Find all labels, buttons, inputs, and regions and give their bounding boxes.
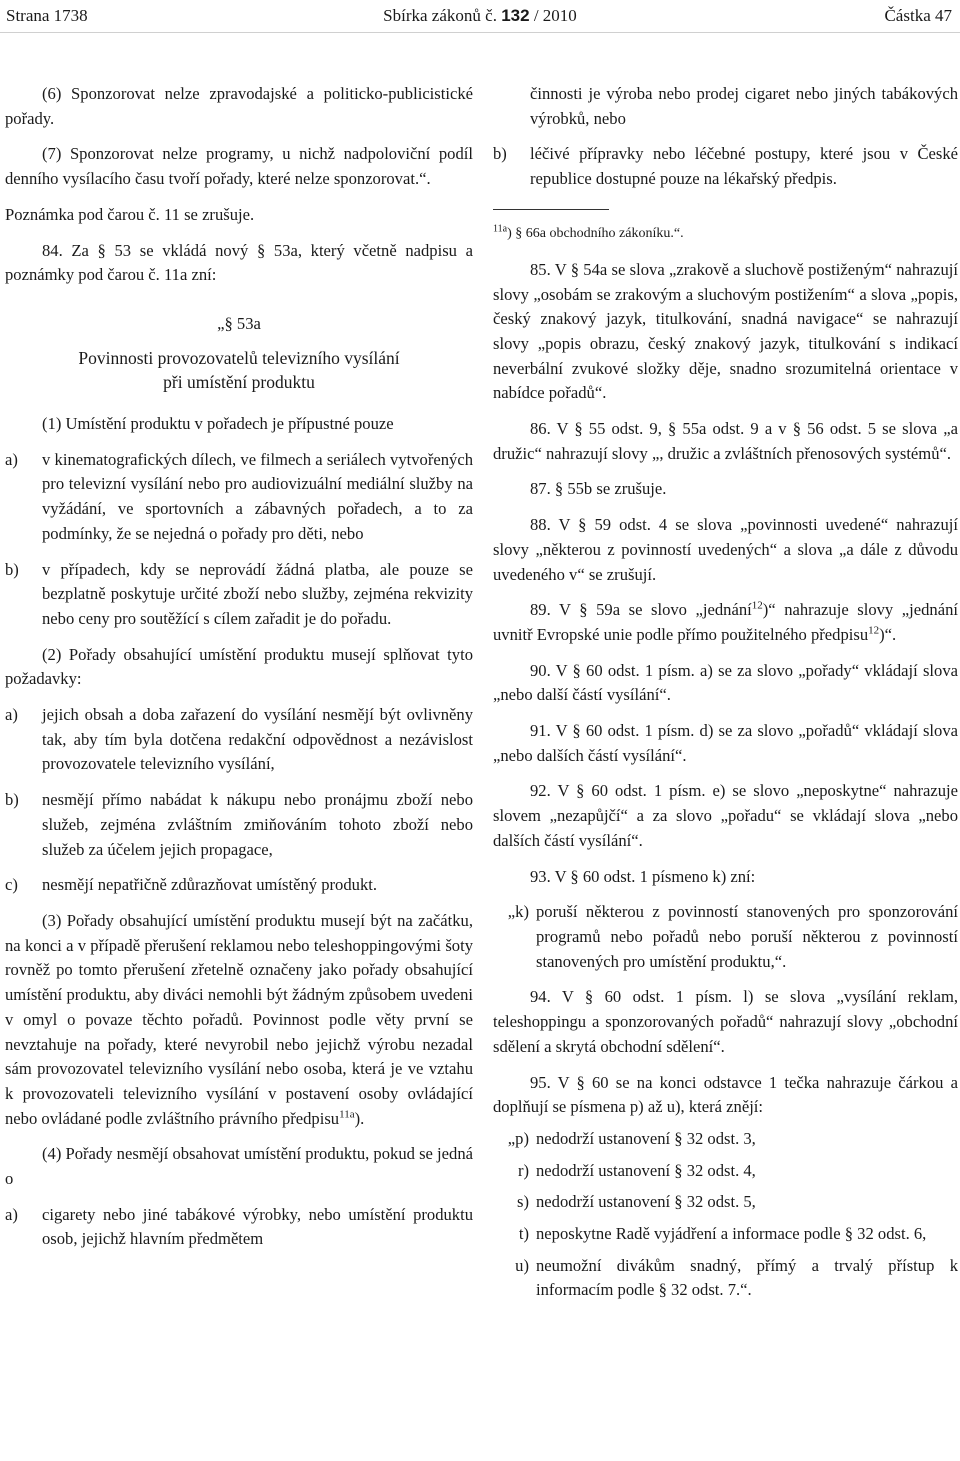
item-label: r)	[517, 1160, 529, 1180]
footnote-11a	[493, 224, 958, 244]
item-91: 91. V § 60 odst. 1 písm. d) se za slovo „pořadů“ vkládají slova „nebo dalších částí vysílání“.	[493, 721, 958, 765]
item-text: nedodrží ustanovení § 32 odst. 4,	[536, 1160, 756, 1180]
collection-title	[0, 0, 960, 32]
item-label: a)	[5, 705, 18, 725]
section-number: „§ 53a	[217, 313, 261, 333]
subsection-3-end: ).	[354, 1108, 365, 1128]
section-title-line2: při umístění produktu	[163, 372, 315, 393]
item-89-part3: )“.	[879, 624, 897, 644]
item-88: 88. V § 59 odst. 4 se slova „povinnosti uvedené“ nahrazují slovy „některou z povinností uvedených“ a slova „a dále z důvodu uvedeného v“ se zrušují.	[493, 515, 958, 584]
collection-number: 132	[501, 6, 530, 25]
subsection-4: (4) Pořady nesmějí obsahovat umístění produktu, pokud se jedná o	[5, 1144, 473, 1189]
letter-k	[493, 900, 958, 974]
letter-p	[493, 1127, 958, 1152]
item-92: 92. V § 60 odst. 1 písm. e) se slovo „neposkytne“ nahrazuje slovem „nezapůjčí“ a za slovo „pořadu“ se vkládají slova „nebo dalších částí vysílání“.	[493, 781, 958, 850]
item-text: neposkytne Radě vyjádření a informace podle § 32 odst. 6,	[536, 1224, 927, 1244]
item-text: v případech, kdy se neprovádí žádná platba, ale pouze se bezplatně poskytuje určité zboží nebo služby, zejména rekvizity nebo ceny pro soutěžící s cílem zařadit je do pořadu.	[42, 559, 473, 628]
subsection-1-b	[5, 558, 473, 632]
footnote-removal-note: Poznámka pod čarou č. 11 se zrušuje.	[5, 204, 255, 224]
subsection-2-b	[5, 788, 473, 862]
item-text: poruší některou z povinností stanovených pro sponzorování programů nebo pořadů nebo poruší některou z povinností stanovených pro umístění produktu,“.	[536, 902, 958, 971]
item-label: b)	[5, 790, 19, 810]
item-84: 84. Za § 53 se vkládá nový § 53a, který včetně nadpisu a poznámky pod čarou č. 11a zní:	[5, 240, 473, 285]
item-label: u)	[515, 1255, 529, 1275]
item-text: neumožní divákům snadný, přímý a trvalý přístup k informacím podle § 32 odst. 7.“.	[536, 1255, 958, 1300]
item-93: 93. V § 60 odst. 1 písmeno k) zní:	[530, 866, 756, 886]
item-label: c)	[5, 875, 18, 895]
subsection-4-b	[493, 142, 958, 191]
item-87: 87. § 55b se zrušuje.	[530, 479, 667, 499]
item-89-part2: )“ nahrazuje slovy „jednání uvnitř Evropské unie podle přímo použitelného předpisu	[493, 600, 958, 644]
item-text: nedodrží ustanovení § 32 odst. 3,	[536, 1128, 756, 1148]
footnote-text: ) § 66a obchodního zákoníku.“.	[507, 225, 684, 241]
item-89-part1: 89. V § 59a se slovo „jednání	[530, 600, 752, 620]
subsection-1: (1) Umístění produktu v pořadech je přípustné pouze	[42, 414, 394, 434]
footnote-mark: 11a	[493, 223, 508, 235]
page-header	[0, 0, 960, 33]
collection-prefix: Sbírka zákonů č.	[383, 6, 497, 25]
page-number: Strana 1738	[6, 6, 88, 25]
subsection-4-a	[5, 1203, 473, 1252]
item-label: „k)	[507, 902, 529, 922]
item-text: jejich obsah a doba zařazení do vysílání nesmějí být ovlivněny tak, aby tím byla dotčena redakční odpovědnost a nezávislost provozovatele televizního vysílání,	[42, 705, 473, 774]
collection-year: / 2010	[533, 6, 577, 25]
item-text: nesmějí přímo nabádat k nákupu nebo pronájmu zboží nebo služeb, zejména zvláštním zmiňováním tohoto zboží nebo služeb za účelem jejich propagace,	[42, 790, 473, 859]
item-text: nedodrží ustanovení § 32 odst. 5,	[536, 1192, 756, 1212]
section-title-line1: Povinnosti provozovatelů televizního vysílání	[78, 347, 400, 368]
item-label: s)	[517, 1192, 529, 1212]
item-text: nesmějí nepatřičně zdůrazňovat umístěný produkt.	[42, 875, 377, 895]
item-85: 85. V § 54a se slova „zrakově a sluchově postiženým“ nahrazují slovy „osobám se zrakovým a sluchovým postižením“ a slova „popis, český znakový jazyk, titulkování, snadná navigace“ se nahrazují slovy „popis obrazu, český znakový jazyk, titulkování s indikací neverbální zvukové složky děje, snadno srozumitelná orientace v nabídce pořadů“.	[493, 259, 958, 403]
item-text: cigarety nebo jiné tabákové výrobky, nebo umístění produktu osob, jejichž hlavním předmětem	[42, 1204, 473, 1249]
subsection-3	[5, 909, 473, 1131]
item-label: t)	[518, 1224, 529, 1244]
letter-t	[493, 1222, 958, 1247]
item-label: b)	[5, 559, 19, 579]
continued-text: činnosti je výroba nebo prodej cigaret nebo jiných tabákových výrobků, nebo	[530, 84, 958, 128]
left-column	[5, 82, 473, 1252]
right-column	[493, 82, 958, 1303]
subsection-2-a	[5, 703, 473, 777]
subsection-2: (2) Pořady obsahující umístění produktu musejí splňovat tyto požadavky:	[5, 644, 473, 689]
item-text: v kinematografických dílech, ve filmech a seriálech vytvořených pro televizní vysílání nebo pro audiovizuální mediální služby na vyžádání, ve sportovních a zábavných pořadech, a to za podmínky, že se nejedná o pořady pro děti, nebo	[42, 449, 473, 543]
item-95: 95. V § 60 se na konci odstavce 1 tečka nahrazuje čárkou a doplňují se písmena p) až u), která znějí:	[493, 1072, 958, 1117]
item-94: 94. V § 60 odst. 1 písm. l) se slova „vysílání reklam, teleshoppingu a sponzorovaných pořadů“ nahrazují slovy „obchodní sdělení a skrytá obchodní sdělení“.	[493, 987, 958, 1056]
footnote-ref-12: 12	[751, 599, 763, 612]
item-89	[493, 598, 958, 647]
item-label: „p)	[507, 1128, 529, 1148]
paragraph-7: (7) Sponzorovat nelze programy, u nichž nadpoloviční podíl denního vysílacího času tvoří pořady, které nelze sponzorovat.“.	[5, 144, 473, 189]
footnote-ref-11a: 11a	[339, 1108, 355, 1121]
subsection-3-text: (3) Pořady obsahující umístění produktu musejí být na začátku, na konci a v případě přerušení reklamou nebo teleshoppingovými šoty rovněž po tomto přerušení zřetelně označeny jako pořady obsahující umístění produktu, aby diváci nemohli být žádným způsobem uvedeni v omyl o povaze těchto pořadů. Povinnost podle věty první se nevztahuje na pořady, které nevyrobil nebo jejichž výrobu nezadal sám provozovatel televizního vysílání nebo osoba, která je ve vztahu k provozovateli televizního vysílání v postavení osoby ovládající nebo ovládané podle zvláštního právního předpisu	[5, 910, 473, 1128]
footnote-separator	[493, 209, 609, 210]
item-text: léčivé přípravky nebo léčebné postupy, které jsou v České republice dostupné pouze na lékařský předpis.	[530, 144, 958, 189]
subsection-1-a	[5, 448, 473, 547]
item-label: a)	[5, 1204, 18, 1224]
letter-s	[493, 1190, 958, 1215]
letter-u	[493, 1254, 958, 1303]
letter-r	[493, 1159, 958, 1184]
issue-number: Částka 47	[884, 6, 952, 25]
item-label: a)	[5, 449, 18, 469]
item-90: 90. V § 60 odst. 1 písm. a) se za slovo „pořady“ vkládají slova „nebo další částí vysílání“.	[493, 660, 958, 705]
paragraph-6: (6) Sponzorovat nelze zpravodajské a politicko-publicistické pořady.	[5, 84, 473, 128]
subsection-2-c	[5, 873, 473, 898]
item-label: b)	[493, 144, 507, 164]
item-86: 86. V § 55 odst. 9, § 55a odst. 9 a v § 56 odst. 5 se slova „a družic“ nahrazují slovy „, družic a zvláštních přenosových systémů“.	[493, 419, 958, 463]
footnote-ref-12b: 12	[868, 624, 880, 637]
